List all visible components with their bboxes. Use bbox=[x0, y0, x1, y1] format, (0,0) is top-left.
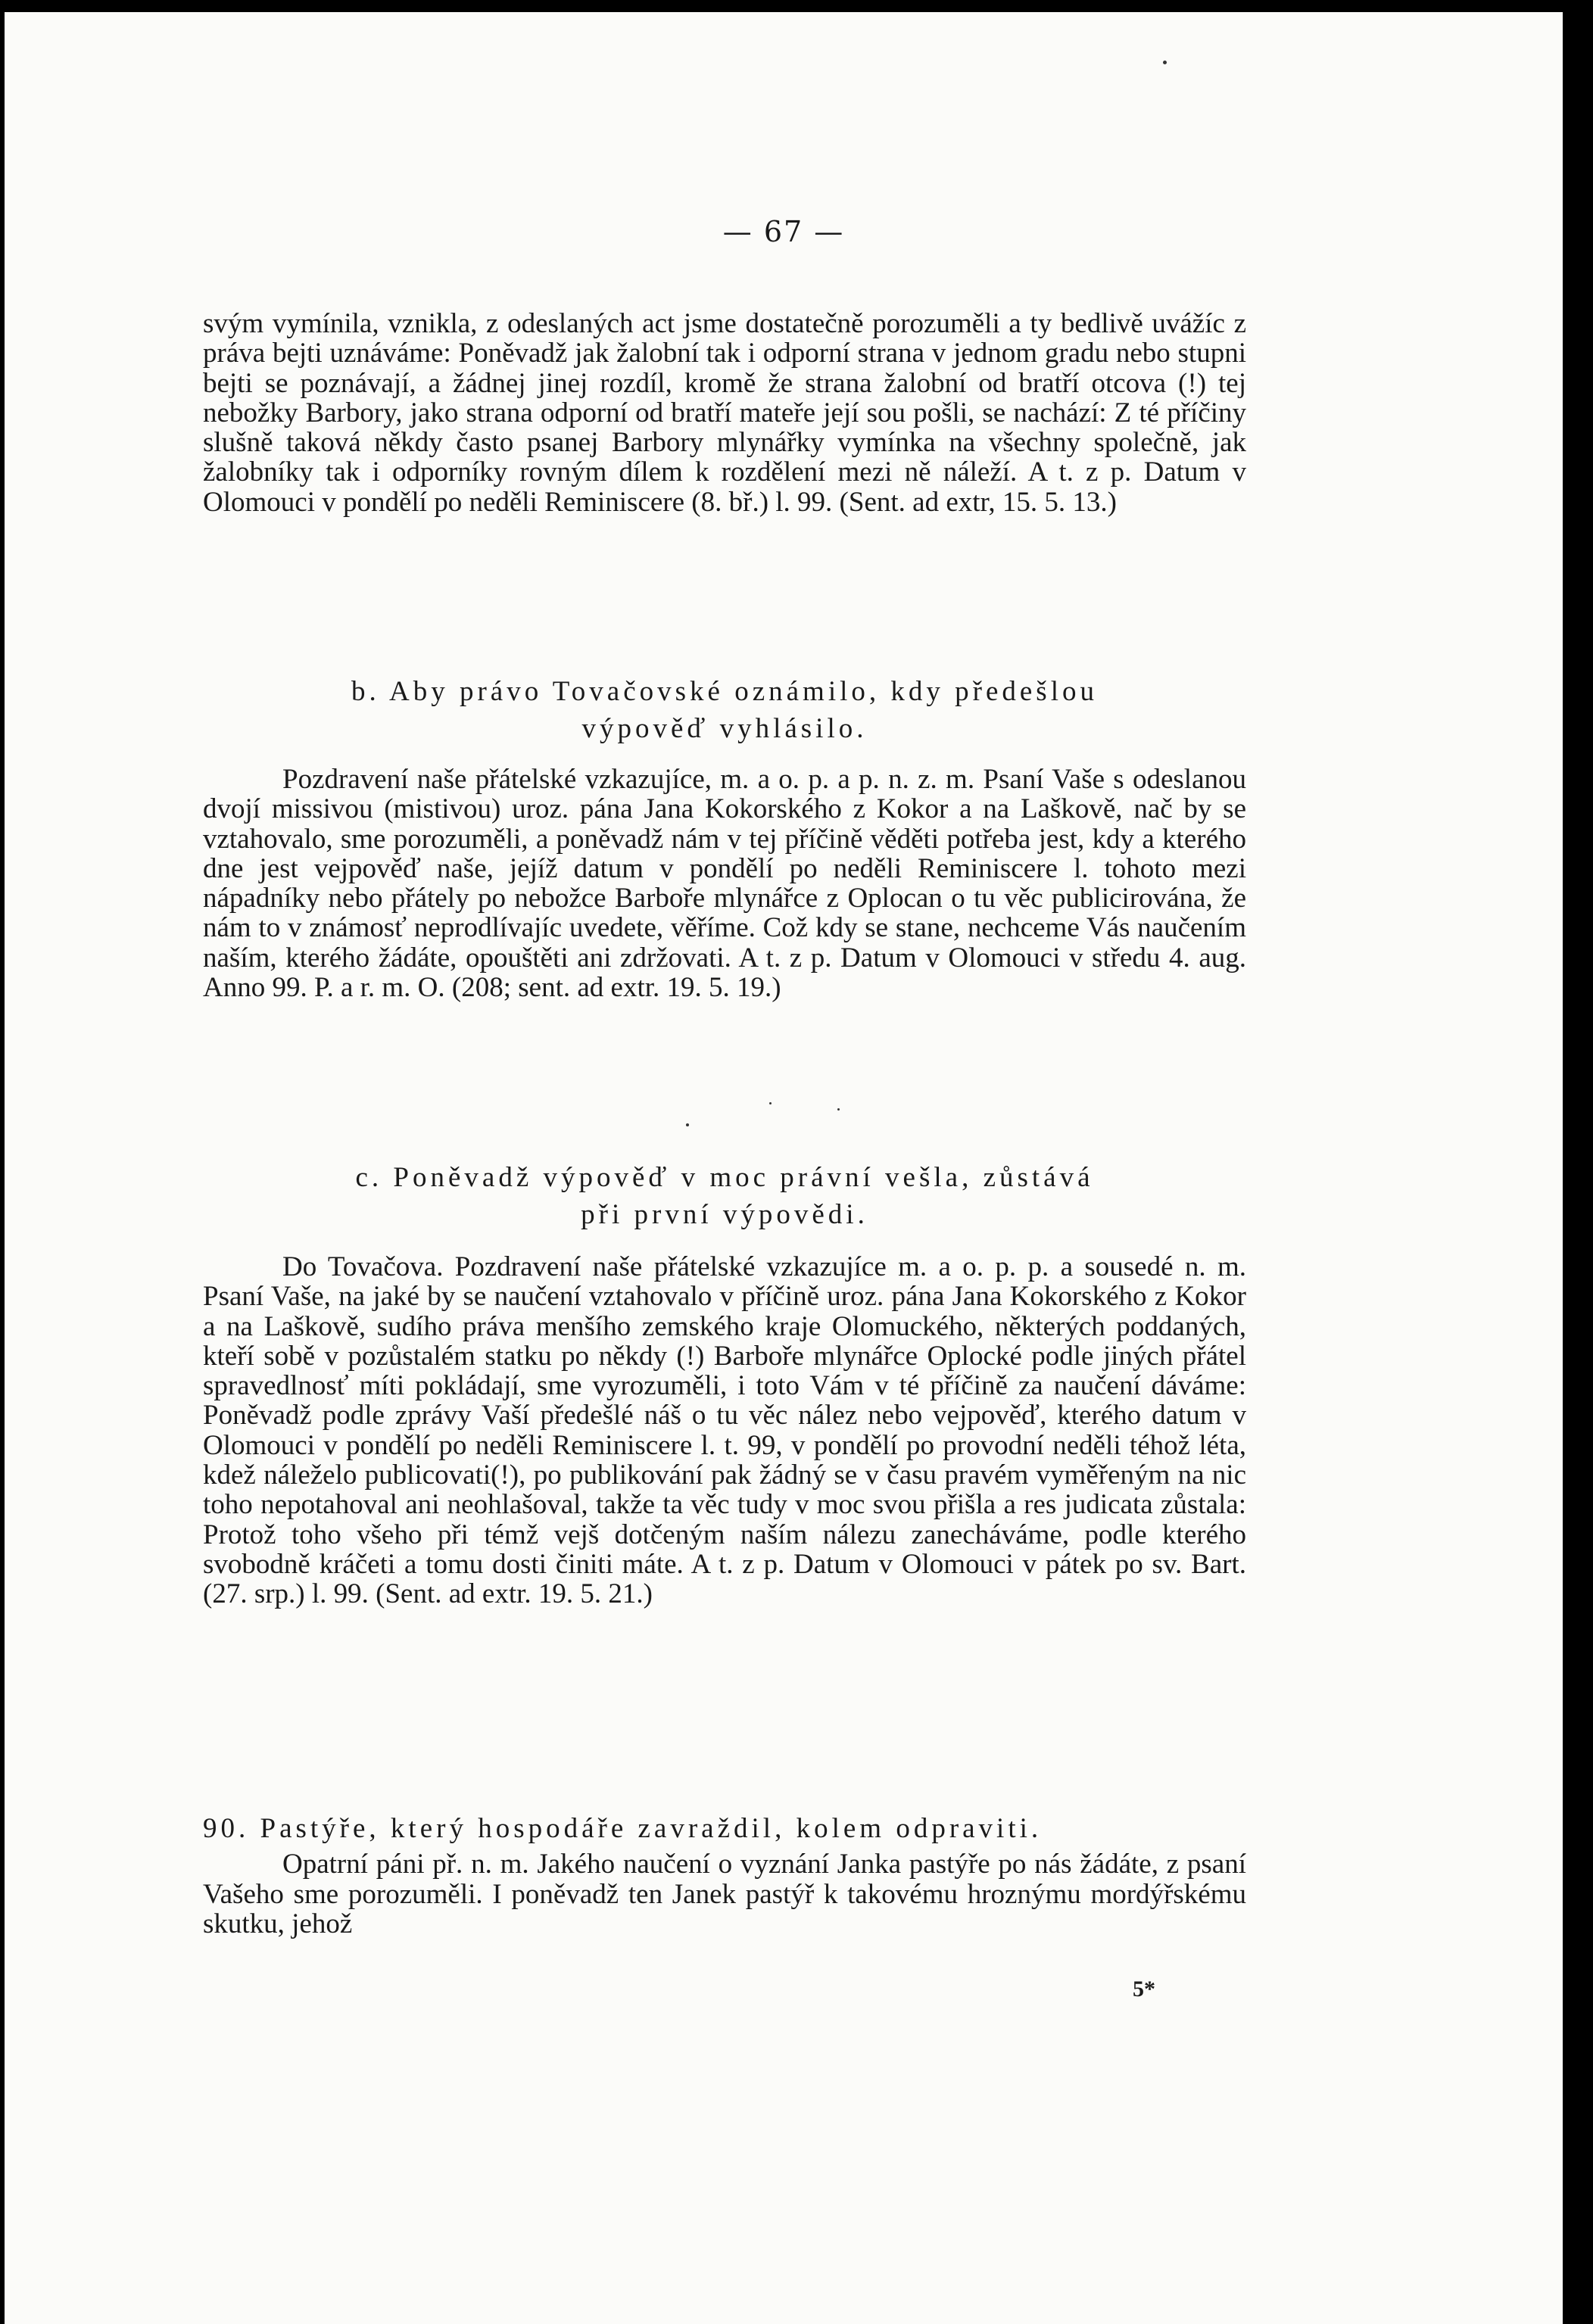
intro-paragraph-block bbox=[203, 309, 1246, 517]
scan-speck bbox=[769, 1102, 772, 1104]
section-b-paragraph: Pozdravení naše přátelské vzkazujíce, m. a o. p. a p. n. z. m. Psaní Vaše s odeslanou dvojí missivou (mistivou) uroz. pána Jana Kokorského z Kokor a na Laškově, nač by se vztahovalo, sme porozuměli, a poněvadž nám v tej příčině věděti potřeba jest, kdy a kterého dne jest vejpověď naše, jejíž datum v pondělí po neděli Reminiscere l. tohoto mezi nápadníky nebo přátely po nebožce Barboře mlynářce z Oplocan o tu věc publicirována, že nám to v známosť neprodlívajíc uvedete, věříme. Což kdy se stane, nechceme Vás naučením naším, kterého žádáte, opouštěti ani zdržovati. A t. z p. Datum v Olomouci v středu 4. aug. Anno 99. P. a r. m. O. (208; sent. ad extr. 19. 5. 19.) bbox=[203, 764, 1246, 1004]
section-c-heading bbox=[203, 1159, 1246, 1233]
section-c-heading-line1: c. Poněvadž výpověď v moc právní vešla, zůstává bbox=[355, 1162, 1094, 1193]
section-c-heading-line2: při první výpovědi. bbox=[581, 1199, 868, 1230]
intro-paragraph: svým vymínila, vznikla, z odeslaných act jsme dostatečně porozuměli a ty bedlivě uvážíc z práva bejti uznáváme: Poněvadž jak žalobní tak i odporní strana v jednom gradu nebo stupni bejti se poznávají, a žádnej jinej rozdíl, kromě že strana žalobní od bratří otcova (!) tej nebožky Barbory, jako strana odporní od bratří mateře její sou pošli, se nachází: Z té příčiny slušně taková někdy často psanej Barbory mlynářky vymínka na všechny společně, jak žalobníky tak i odporníky rovným dílem k rozdělení mezi ně náleží. A t. z p. Datum v Olomouci v pondělí po neděli Reminiscere (8. bř.) l. 99. (Sent. ad extr, 15. 5. 13.) bbox=[203, 308, 1246, 518]
section-c-paragraph: Do Tovačova. Pozdravení naše přátelské vzkazujíce m. a o. p. p. a sousedé n. m. Psaní Vaše, na jaké by se naučení vztahovalo v příčině uroz. pána Jana Kokorského z Kokor a na Laškově, sudího práva menšího zemského kraje Olomuckého, některých poddaných, kteří sobě v pozůstalém statku po někdy (!) Barboře mlynářce Oplocké podle jiných přátel spravedlnosť míti pokládají, sme vyrozuměli, i toto Vám v té příčině za naučení dáváme: Poněvadž podle zprávy Vaší předešlé náš o tu věc nález nebo vejpověď, kterého datum v Olomouci v pondělí po neděli Reminiscere l. t. 99, v pondělí po provodní neděli téhož léta, kdež náleželo publicovati(!), po publikování pak žádný se v času pravém vyměřeným na nic toho nepotahoval ani neohlašoval, takže ta věc tudy v moc svou přišla a res judicata zůstala: Protož toho všeho při témž vejš dotčeným naším nálezu zanecháváme, podle kterého svobodně kráčeti a tomu dosti činiti máte. A t. z p. Datum v Olomouci v pátek po sv. Bart. (27. srp.) l. 99. (Sent. ad extr. 19. 5. 21.) bbox=[203, 1251, 1246, 1610]
section-90-block bbox=[203, 1814, 1246, 1939]
scan-speck bbox=[1163, 61, 1167, 64]
page-number: — 67 — bbox=[722, 215, 845, 248]
section-b-heading-line1: b. Aby právo Tovačovské oznámilo, kdy předešlou bbox=[351, 676, 1098, 707]
section-90-heading bbox=[203, 1814, 1246, 1843]
section-b-heading-line2: výpověď vyhlásilo. bbox=[581, 713, 868, 744]
scan-speck bbox=[686, 1123, 689, 1126]
book-page bbox=[5, 12, 1563, 2324]
section-90-heading-text: 90. Pastýře, který hospodáře zavraždil, kolem odpraviti. bbox=[203, 1813, 1043, 1844]
scan-speck bbox=[837, 1108, 840, 1111]
section-c-paragraph-block bbox=[203, 1252, 1246, 1609]
section-90-paragraph: Opatrní páni př. n. m. Jakého naučení o vyznání Janka pastýře po nás žádáte, z psaní Vašeho sme porozuměli. I poněvadž ten Janek pastýř k takovému hroznýmu mordýřskému skutku, jehož bbox=[203, 1849, 1246, 1939]
signature-mark: 5* bbox=[1133, 1977, 1155, 2002]
section-b-heading bbox=[203, 673, 1246, 747]
section-b-paragraph-block bbox=[203, 765, 1246, 1002]
